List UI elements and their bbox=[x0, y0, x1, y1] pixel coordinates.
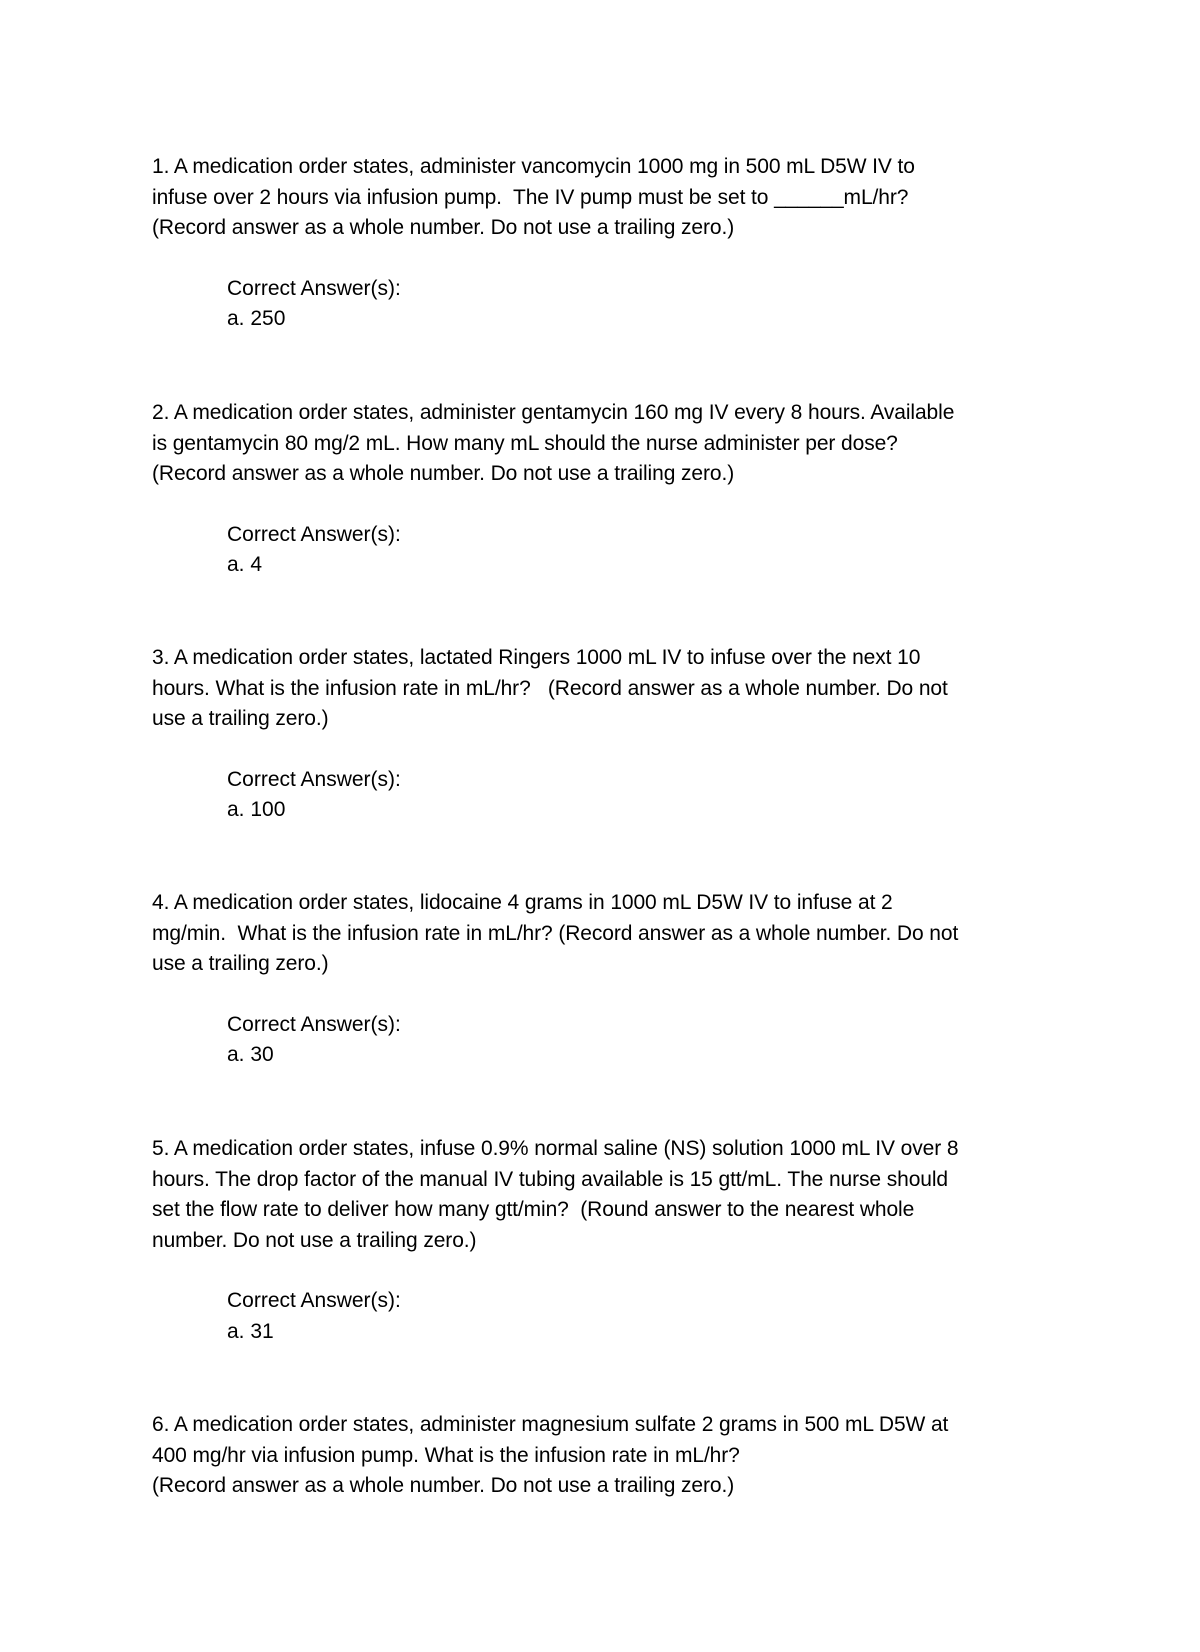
answer-block bbox=[227, 1010, 1072, 1071]
question-text-line: (Record answer as a whole number. Do not use a trailing zero.) bbox=[152, 462, 735, 486]
correct-answer-label: Correct Answer(s): bbox=[227, 767, 401, 791]
question-2 bbox=[152, 398, 1072, 581]
question-text-line: 5. A medication order states, infuse 0.9% normal saline (NS) solution 1000 mL IV over 8 bbox=[152, 1137, 959, 1160]
question-4 bbox=[152, 888, 1072, 1071]
question-text-line: 4. A medication order states, lidocaine 4 grams in 1000 mL D5W IV to infuse at 2 bbox=[152, 891, 893, 914]
question-text-line: infuse over 2 hours via infusion pump. The IV pump must be set to ______mL/hr? bbox=[152, 185, 909, 209]
answer-block bbox=[227, 520, 1072, 581]
question-5 bbox=[152, 1134, 1072, 1348]
correct-answer-value: a. 100 bbox=[227, 798, 286, 822]
answer-block bbox=[227, 1286, 1072, 1347]
question-text-line: (Record answer as a whole number. Do not use a trailing zero.) bbox=[152, 1474, 735, 1498]
question-text-line: use a trailing zero.) bbox=[152, 952, 329, 976]
correct-answer-label: Correct Answer(s): bbox=[227, 1012, 401, 1036]
question-text-line: 400 mg/hr via infusion pump. What is the infusion rate in mL/hr? bbox=[152, 1443, 740, 1467]
correct-answer-value: a. 30 bbox=[227, 1043, 274, 1067]
question-3 bbox=[152, 643, 1072, 826]
question-text-line: 3. A medication order states, lactated Ringers 1000 mL IV to infuse over the next 10 bbox=[152, 646, 921, 669]
question-text-line: is gentamycin 80 mg/2 mL. How many mL should the nurse administer per dose? bbox=[152, 431, 898, 455]
correct-answer-value: a. 31 bbox=[227, 1319, 274, 1343]
answer-block bbox=[227, 274, 1072, 335]
correct-answer-label: Correct Answer(s): bbox=[227, 276, 401, 300]
question-text-line: (Record answer as a whole number. Do not use a trailing zero.) bbox=[152, 216, 735, 240]
question-text-line: 2. A medication order states, administer gentamycin 160 mg IV every 8 hours. Available bbox=[152, 401, 955, 424]
correct-answer-label: Correct Answer(s): bbox=[227, 522, 401, 546]
correct-answer-value: a. 250 bbox=[227, 307, 286, 331]
correct-answer-value: a. 4 bbox=[227, 553, 263, 577]
question-text-line: 6. A medication order states, administer magnesium sulfate 2 grams in 500 mL D5W at bbox=[152, 1413, 949, 1436]
question-text-line: mg/min. What is the infusion rate in mL/hr? (Record answer as a whole number. Do not bbox=[152, 921, 959, 945]
correct-answer-label: Correct Answer(s): bbox=[227, 1289, 401, 1313]
question-text-line: hours. The drop factor of the manual IV tubing available is 15 gtt/mL. The nurse should bbox=[152, 1167, 949, 1191]
question-1 bbox=[152, 152, 1072, 335]
question-text-line: set the flow rate to deliver how many gtt/min? (Round answer to the nearest whole bbox=[152, 1198, 915, 1222]
question-6 bbox=[152, 1410, 1072, 1502]
question-text-line: use a trailing zero.) bbox=[152, 707, 329, 731]
question-text-line: number. Do not use a trailing zero.) bbox=[152, 1228, 477, 1252]
question-text-line: 1. A medication order states, administer vancomycin 1000 mg in 500 mL D5W IV to bbox=[152, 155, 915, 178]
question-text-line: hours. What is the infusion rate in mL/hr? (Record answer as a whole number. Do not bbox=[152, 676, 948, 700]
answer-block bbox=[227, 765, 1072, 826]
